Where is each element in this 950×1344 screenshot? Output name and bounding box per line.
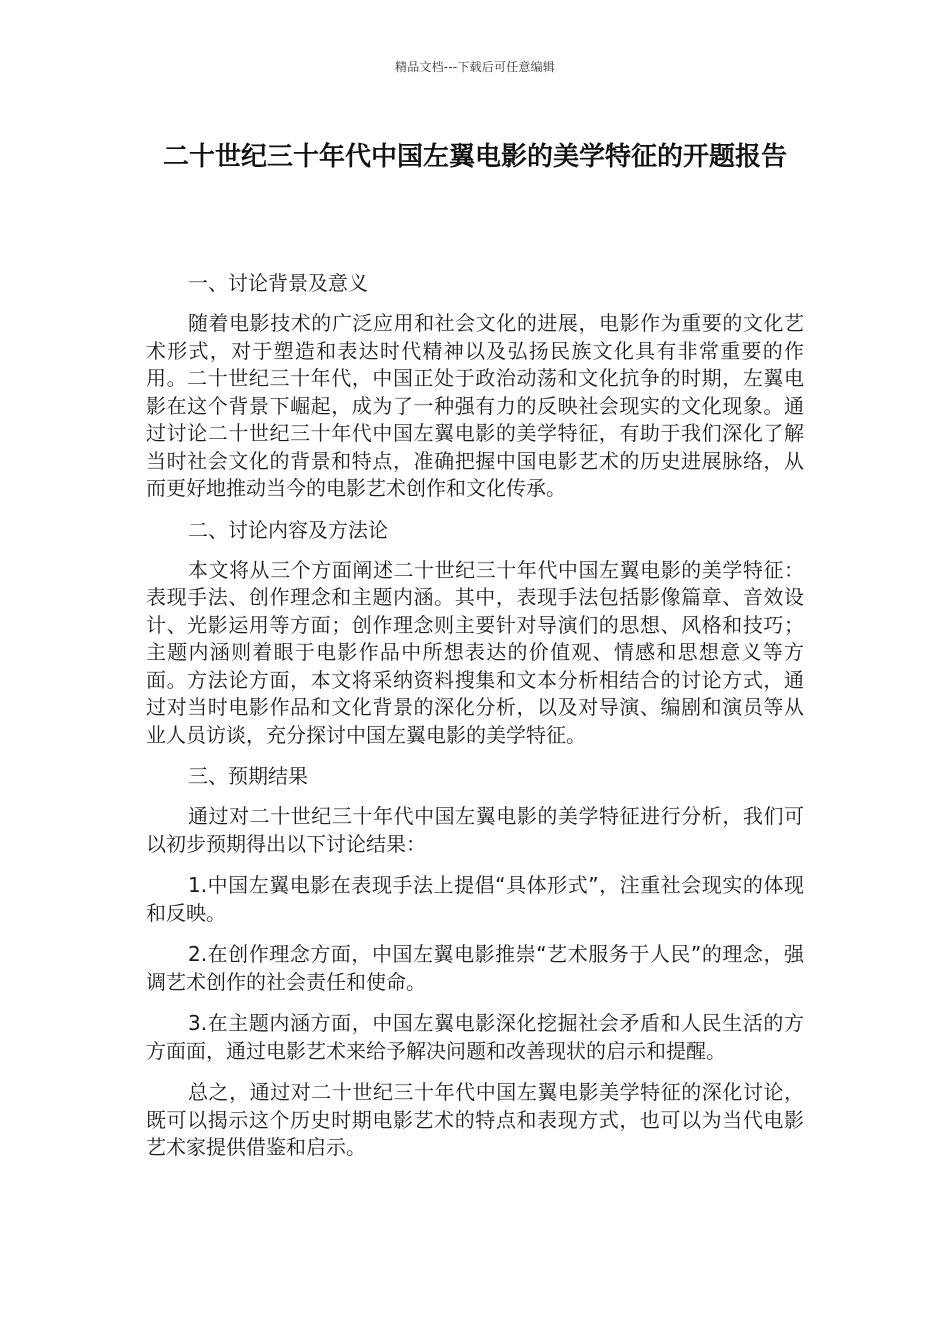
paragraph-results-intro: 通过对二十世纪三十年代中国左翼电影的美学特征进行分析，我们可以初步预期得出以下讨论结果： bbox=[146, 804, 804, 856]
paragraph-result-2: 2.在创作理念方面，中国左翼电影推崇“艺术服务于人民”的理念，强调艺术创作的社会责任和使命。 bbox=[146, 942, 804, 994]
section-heading-background: 一、讨论背景及意义 bbox=[188, 271, 368, 295]
section-heading-content-method: 二、讨论内容及方法论 bbox=[188, 517, 388, 542]
section-heading-expected-results: 三、预期结果 bbox=[188, 764, 308, 788]
paragraph-conclusion: 总之，通过对二十世纪三十年代中国左翼电影美学特征的深化讨论，既可以揭示这个历史时期电影艺术的特点和表现方式，也可以为当代电影艺术家提供借鉴和启示。 bbox=[146, 1080, 804, 1159]
document-title: 二十世纪三十年代中国左翼电影的美学特征的开题报告 bbox=[162, 142, 787, 172]
document-body bbox=[146, 270, 804, 1176]
paragraph-result-3: 3.在主题内涵方面，中国左翼电影深化挖掘社会矛盾和人民生活的方方面面，通过电影艺术来给予解决问题和改善现状的启示和提醒。 bbox=[146, 1011, 804, 1063]
paragraph-result-1: 1.中国左翼电影在表现手法上提倡“具体形式”，注重社会现实的体现和反映。 bbox=[146, 873, 804, 925]
paragraph-content-method: 本文将从三个方面阐述二十世纪三十年代中国左翼电影的美学特征：表现手法、创作理念和主题内涵。其中，表现手法包括影像篇章、音效设计、光影运用等方面；创作理念则主要针对导演们的思想、风格和技巧；主题内涵则着眼于电影作品中所想表达的价值观、情感和思想意义等方面。方法论方面，本文将采纳资料搜集和文本分析相结合的讨论方式，通过对当时电影作品和文化背景的深化分析，以及对导演、编剧和演员等从业人员访谈，充分探讨中国左翼电影的美学特征。 bbox=[146, 557, 804, 747]
page-header: 精品文档---下载后可任意编辑 bbox=[395, 60, 555, 74]
paragraph-background: 随着电影技术的广泛应用和社会文化的进展，电影作为重要的文化艺术形式，对于塑造和表达时代精神以及弘扬民族文化具有非常重要的作用。二十世纪三十年代，中国正处于政治动荡和文化抗争的时期，左翼电影在这个背景下崛起，成为了一种强有力的反映社会现实的文化现象。通过讨论二十世纪三十年代中国左翼电影的美学特征，有助于我们深化了解当时社会文化的背景和特点，准确把握中国电影艺术的历史进展脉络，从而更好地推动当今的电影艺术创作和文化传承。 bbox=[146, 311, 804, 500]
